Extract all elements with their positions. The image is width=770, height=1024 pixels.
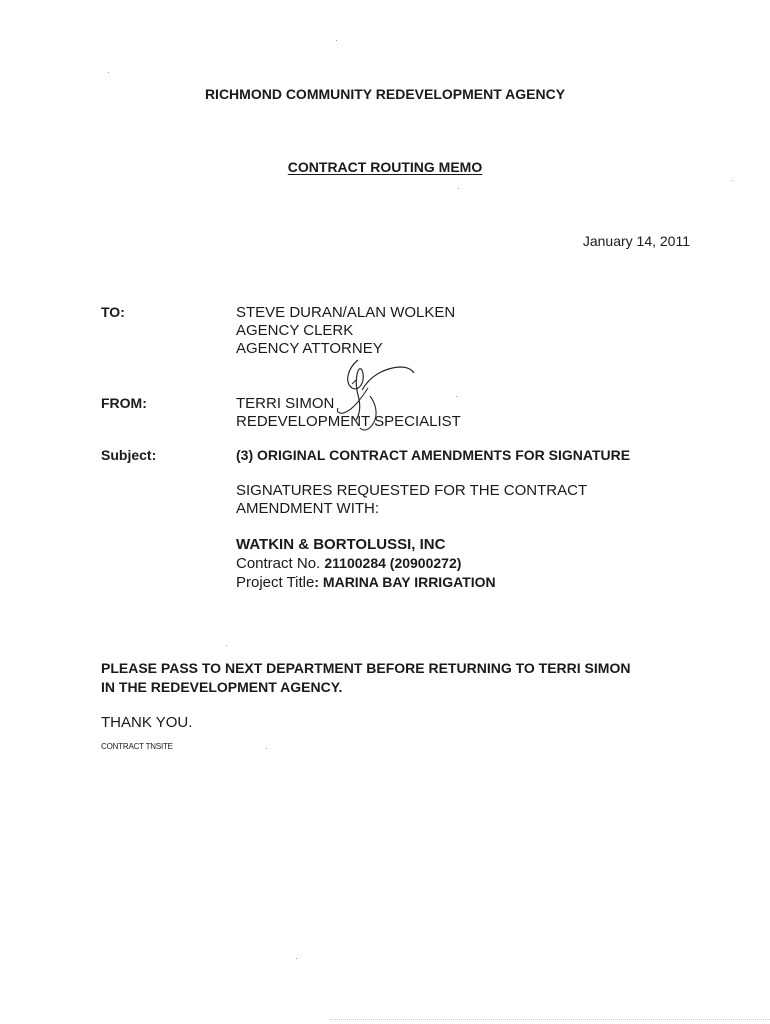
from-line-2: REDEVELOPMENT SPECIALIST — [236, 413, 461, 430]
subject-label: Subject: — [101, 447, 157, 463]
scan-edge — [330, 1019, 770, 1020]
contract-number-line — [236, 554, 496, 573]
contract-details — [236, 536, 496, 592]
file-reference: CONTRACT TNSITE — [101, 742, 173, 751]
scan-speck — [296, 958, 297, 959]
scan-speck — [108, 72, 109, 73]
scan-speck — [458, 188, 459, 189]
from-line-1: TERRI SIMON — [236, 395, 335, 412]
project-title-line — [236, 573, 496, 592]
contractor-name: WATKIN & BORTOLUSSI, INC — [236, 536, 446, 553]
agency-name: RICHMOND COMMUNITY REDEVELOPMENT AGENCY — [204, 86, 566, 102]
scan-speck — [456, 396, 457, 397]
scan-speck — [336, 40, 337, 41]
scan-speck — [732, 180, 733, 181]
project-title-value: : MARINA BAY IRRIGATION — [314, 574, 496, 590]
scan-speck — [226, 645, 227, 646]
to-line-3: AGENCY ATTORNEY — [236, 340, 383, 357]
handwritten-initials — [300, 340, 430, 450]
memo-title: CONTRACT ROUTING MEMO — [287, 159, 483, 175]
contract-number-value: 21100284 (20900272) — [324, 555, 462, 571]
instruction-line-2: IN THE REDEVELOPMENT AGENCY. — [101, 679, 343, 695]
from-label: FROM: — [101, 395, 147, 411]
scan-speck — [266, 748, 267, 749]
instruction-line-1: PLEASE PASS TO NEXT DEPARTMENT BEFORE RETURNING TO TERRI SIMON — [101, 660, 631, 676]
subject-text: (3) ORIGINAL CONTRACT AMENDMENTS FOR SIGNATURE — [236, 447, 631, 463]
request-line-2: AMENDMENT WITH: — [236, 500, 380, 517]
request-line-1: SIGNATURES REQUESTED FOR THE CONTRACT — [236, 482, 588, 499]
to-label: TO: — [101, 304, 125, 320]
thank-you: THANK YOU. — [101, 714, 193, 731]
memo-date: January 14, 2011 — [582, 233, 690, 249]
contract-number-label: Contract No. — [236, 555, 325, 572]
to-line-2: AGENCY CLERK — [236, 322, 354, 339]
routing-instructions — [101, 659, 630, 697]
to-line-1: STEVE DURAN/ALAN WOLKEN — [236, 304, 456, 321]
signature-request — [236, 482, 587, 518]
project-title-label: Project Title — [236, 574, 315, 591]
